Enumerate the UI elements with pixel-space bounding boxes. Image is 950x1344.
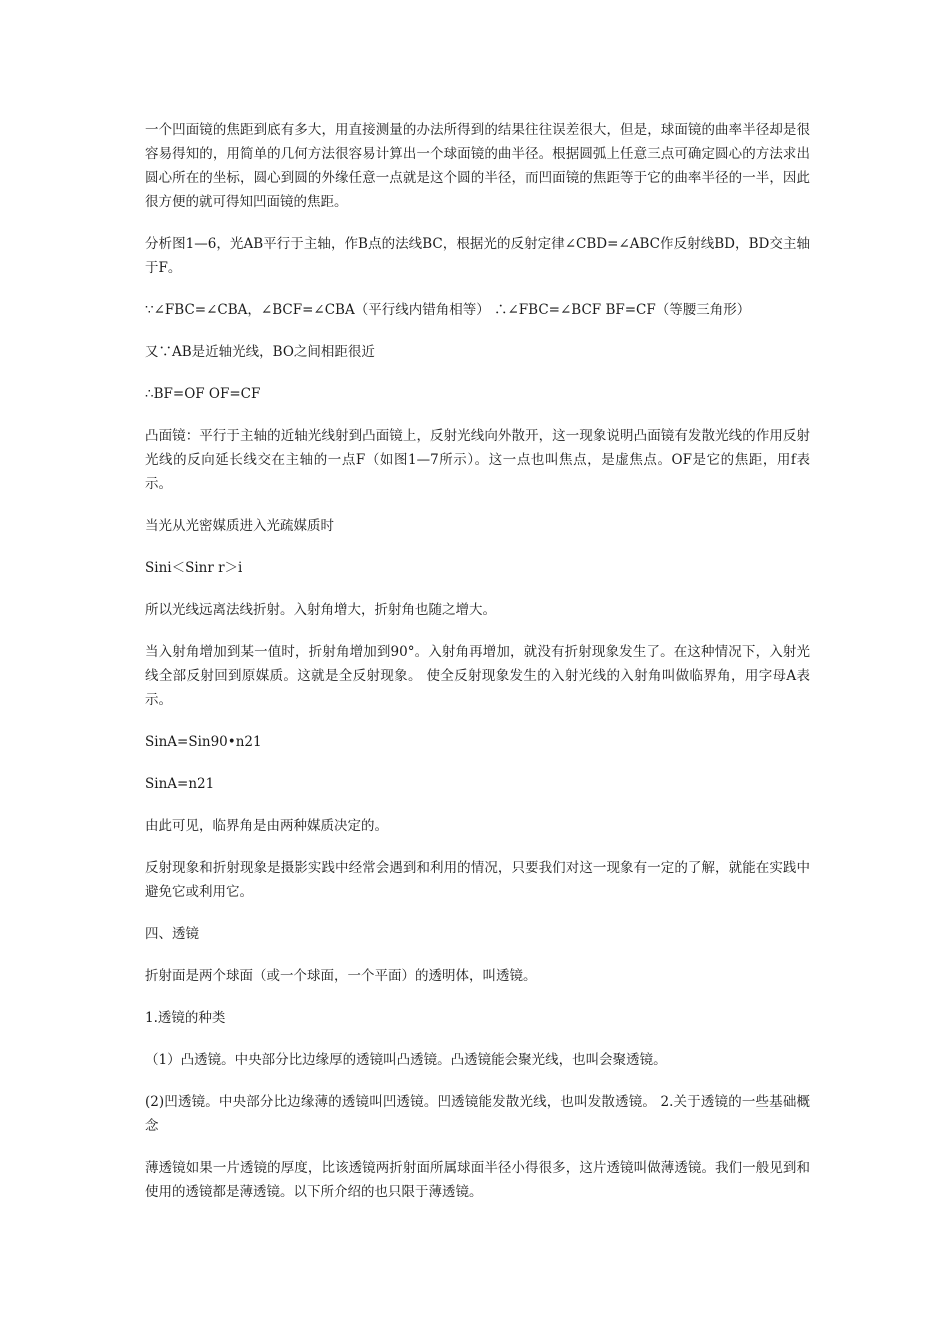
paragraph-dense-to-sparse: 当光从光密媒质进入光疏媒质时 <box>145 518 334 534</box>
paragraph-convex-lens: （1）凸透镜。中央部分比边缘厚的透镜叫凸透镜。凸透镜能会聚光线，也叫会聚透镜。 <box>145 1052 667 1068</box>
paragraph-lens-definition: 折射面是两个球面（或一个球面，一个平面）的透明体，叫透镜。 <box>145 968 537 984</box>
paragraph-total-reflection: 当入射角增加到某一值时，折射角增加到90°。入射角再增加，就没有折射现象发生了。在这种情况下，入射光线全部反射回到原媒质。这就是全反射现象。 使全反射现象发生的入射光线的入射角叫做临界角，用字母A表示。 <box>145 644 810 708</box>
paragraph-critical-angle-formula-1: SinA=Sin90•n21 <box>145 734 262 750</box>
paragraph-critical-angle-note: 由此可见，临界角是由两种媒质决定的。 <box>145 818 388 834</box>
paragraph-convex-mirror: 凸面镜：平行于主轴的近轴光线射到凸面镜上，反射光线向外散开，这一现象说明凸面镜有发散光线的作用反射光线的反向延长线交在主轴的一点F（如图1—7所示）。这一点也叫焦点，是虚焦点。OF是它的焦距，用f表示。 <box>145 428 810 492</box>
paragraph-sine-inequality: Sini＜Sinr r＞i <box>145 560 243 576</box>
paragraph-conclusion-equation: ∴BF=OF OF=CF <box>145 386 261 402</box>
subheading-lens-types: 1.透镜的种类 <box>145 1010 226 1026</box>
paragraph-photography-practice: 反射现象和折射现象是摄影实践中经常会遇到和利用的情况，只要我们对这一现象有一定的了解，就能在实践中避免它或利用它。 <box>145 860 810 900</box>
paragraph-thin-lens: 薄透镜如果一片透镜的厚度，比该透镜两折射面所属球面半径小得很多，这片透镜叫做薄透镜。我们一般见到和使用的透镜都是薄透镜。以下所介绍的也只限于薄透镜。 <box>145 1160 810 1200</box>
paragraph-critical-angle-formula-2: SinA=n21 <box>145 776 215 792</box>
section-heading-lens: 四、透镜 <box>145 926 199 942</box>
paragraph-refraction-away: 所以光线远离法线折射。入射角增大，折射角也随之增大。 <box>145 602 496 618</box>
document-body <box>145 118 810 1222</box>
paragraph-figure-analysis: 分析图1—6，光AB平行于主轴，作B点的法线BC，根据光的反射定律∠CBD=∠ABC作反射线BD，BD交主轴于F。 <box>145 236 810 276</box>
paragraph-concave-lens: (2)凹透镜。中央部分比边缘薄的透镜叫凹透镜。凹透镜能发散光线，也叫发散透镜。 2.关于透镜的一些基础概念 <box>145 1094 810 1134</box>
paragraph-paraxial-ray: 又∵AB是近轴光线，BO之间相距很近 <box>145 344 375 360</box>
paragraph-angle-proof: ∵∠FBC=∠CBA，∠BCF=∠CBA（平行线内错角相等） ∴∠FBC=∠BCF BF=CF（等腰三角形） <box>145 302 751 318</box>
paragraph-concave-mirror-focal-length: 一个凹面镜的焦距到底有多大，用直接测量的办法所得到的结果往往误差很大，但是，球面镜的曲率半径却是很容易得知的，用简单的几何方法很容易计算出一个球面镜的曲半径。根据圆弧上任意三点可确定圆心的方法求出圆心所在的坐标，圆心到圆的外缘任意一点就是这个圆的半径，而凹面镜的焦距等于它的曲率半径的一半，因此很方便的就可得知凹面镜的焦距。 <box>145 122 810 210</box>
